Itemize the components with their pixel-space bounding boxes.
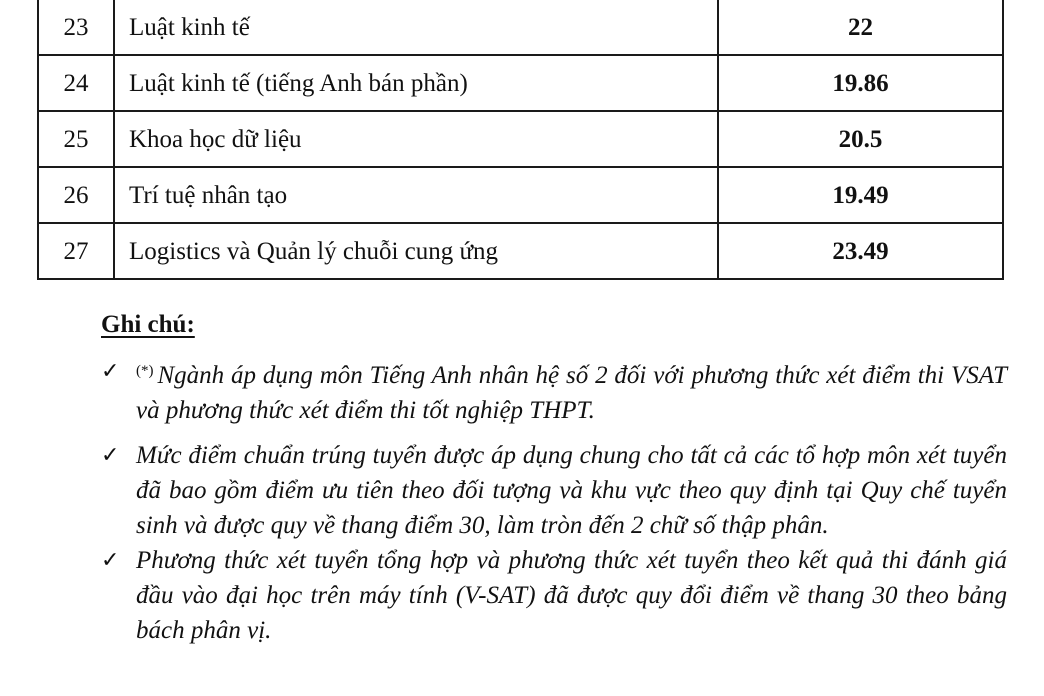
- score-table: [37, 0, 1004, 280]
- table-row: [38, 0, 1003, 55]
- major-name: Luật kinh tế (tiếng Anh bán phần): [114, 55, 718, 111]
- checkmark-icon: ✓: [101, 359, 120, 384]
- table-row: [38, 55, 1003, 111]
- cutoff-score: 22: [718, 0, 1003, 55]
- major-name: Khoa học dữ liệu: [114, 111, 718, 167]
- table-row: [38, 167, 1003, 223]
- table-row: [38, 111, 1003, 167]
- major-name: Logistics và Quản lý chuỗi cung ứng: [114, 223, 718, 279]
- table-row: [38, 223, 1003, 279]
- cutoff-score: 19.49: [718, 167, 1003, 223]
- note-text: Phương thức xét tuyển tổng hợp và phương thức xét tuyển theo kết quả thi đánh giá đầu vào đại học trên máy tính (V-SAT) đã được quy đổi điểm về thang 30 theo bảng bách phân vị.: [136, 547, 1007, 644]
- major-name: Luật kinh tế: [114, 0, 718, 55]
- notes-heading: Ghi chú:: [101, 311, 195, 338]
- note-item: [101, 543, 1007, 648]
- notes-list: [101, 354, 1007, 658]
- cutoff-score: 23.49: [718, 223, 1003, 279]
- cutoff-score: 20.5: [718, 111, 1003, 167]
- row-number: 26: [38, 167, 114, 223]
- note-item: [101, 354, 1007, 428]
- note-text: Ngành áp dụng môn Tiếng Anh nhân hệ số 2 đối với phương thức xét điểm thi VSAT và phương thức xét điểm thi tốt nghiệp THPT.: [136, 362, 1007, 424]
- note-item: [101, 438, 1007, 543]
- row-number: 25: [38, 111, 114, 167]
- row-number: 23: [38, 0, 114, 55]
- row-number: 24: [38, 55, 114, 111]
- row-number: 27: [38, 223, 114, 279]
- major-name: Trí tuệ nhân tạo: [114, 167, 718, 223]
- cutoff-score: 19.86: [718, 55, 1003, 111]
- note-text: Mức điểm chuẩn trúng tuyển được áp dụng chung cho tất cả các tổ hợp môn xét tuyển đã bao gồm điểm ưu tiên theo đối tượng và khu vực theo quy định tại Quy chế tuyển sinh và được quy về thang điểm 30, làm tròn đến 2 chữ số thập phân.: [136, 442, 1007, 539]
- checkmark-icon: ✓: [101, 443, 120, 468]
- checkmark-icon: ✓: [101, 548, 120, 573]
- note-marker: (*): [136, 363, 154, 379]
